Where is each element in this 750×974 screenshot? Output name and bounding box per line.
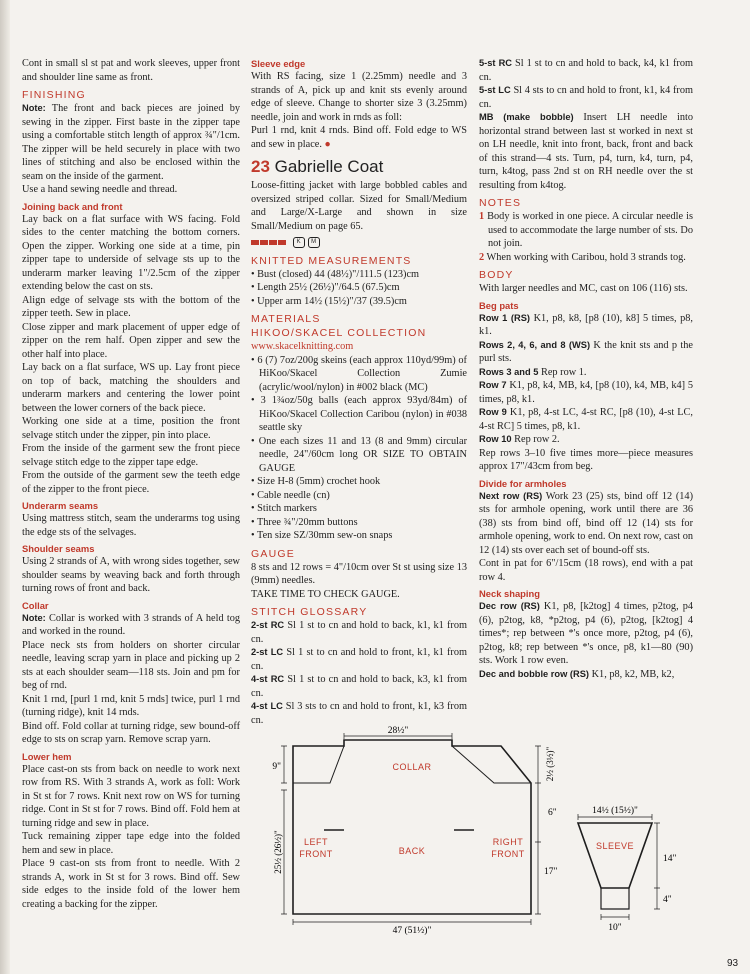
collar-height-label: 9" [272, 762, 281, 772]
hikoo-heading: HIKOO/SKACEL COLLECTION [251, 327, 427, 339]
joining-p5: Working one side at a time, position the front selvage stitch under the zipper, pin into place. [22, 416, 240, 441]
material-item: • One each sizes 11 and 13 (8 and 9mm) circular needle, 24"/60cm long OR SIZE TO OBTAIN GAUGE [251, 435, 467, 474]
sleeve-outline [578, 823, 652, 888]
joining-p6: From the inside of the garment sew the front piece selvage stitch edge to the zipper tape edge. [22, 443, 240, 468]
material-item: • Size H-8 (5mm) crochet hook [251, 476, 381, 487]
lowerhem-heading: Lower hem [22, 750, 72, 762]
glossary-item: 2-st RC Sl 1 st to cn and hold to back, k1, k1 from cn. [251, 620, 467, 645]
dimension-line [281, 746, 287, 783]
material-item: • Stitch markers [251, 503, 317, 514]
measurement-item: • Bust (closed) 44 (48½)"/111.5 (123)cm [251, 268, 420, 280]
shoulder-drop-label: 2½ (3½)" [545, 746, 555, 782]
pattern-name: Gabrielle Coat [274, 157, 384, 176]
collar-note: Note: Collar is worked with 3 strands of A held tog and worked in the round. [22, 612, 240, 637]
beg-pats-heading: Beg pats [479, 299, 519, 311]
right-front-label: RIGHT [492, 837, 524, 847]
shoulder-heading: Shoulder seams [22, 543, 95, 554]
lowerhem-p2: Tuck remaining zipper tape edge into the folded hem and sew in place. [22, 831, 240, 856]
row-instruction: Dec row (RS) K1, p8, [k2tog] 4 times, p2tog, p4 (6), p2tog, k8, *p2tog, p4 (6), p2tog, [k2tog] 4 times*; rep between *'s once more, p2tog, p4 (6), p2tog, k8; rep between *'s once, p8, k1—80 (90) sts. Work 1 row even. [479, 601, 694, 666]
needle-paragraph: Use a hand sewing needle and thread. [22, 184, 178, 195]
total-length-label: 25½ (26½)" [273, 830, 283, 874]
body-width-label: 47 (51½)" [392, 926, 432, 936]
back-label: BACK [398, 846, 426, 856]
sleeve-cuff [601, 888, 629, 909]
joining-p3: Close zipper and mark placement of upper edge of zipper on the rem half. Open zipper and sew the other half into place. [22, 321, 240, 360]
joining-p7: From the outside of the garment sew the teeth edge of the zipper to the front piece. [22, 470, 240, 495]
row-instruction: Next row (RS) Work 23 (25) sts, bind off 12 (14) sts for armhole opening, work until there are 36 (38) sts from bind off, bind off 12 (14) sts for armhole opening, work to end. On next row, cast on 12 (14) sts over each set of bound-off sts. [479, 490, 693, 556]
size-symbol-icon: M [308, 237, 320, 248]
measurement-item: • Upper arm 14½ (15½)"/37 (39.5)cm [251, 295, 407, 307]
material-item: • Cable needle (cn) [251, 489, 330, 501]
finishing-heading: FINISHING [22, 89, 86, 101]
lowerhem-p3: Place 9 cast-on sts from front to needle. With 2 strands A, work in St st for 3 rows. Bind off. Sew side edges to the inside fold of the lower hem creating a backing for the zipper. [22, 858, 240, 910]
gauge-heading: GAUGE [251, 547, 295, 560]
glossary-item: 4-st LC Sl 3 sts to cn and hold to front, k1, k3 from cn. [251, 701, 467, 726]
cuff-width-label: 10" [608, 923, 622, 933]
collar-p3: Bind off. Fold collar at turning ridge, sew bound-off edge to sts on scrap yarn. Remove scrap yarn. [22, 720, 240, 745]
row-instruction: Row 9 K1, p8, 4-st LC, 4-st RC, [p8 (10), 4-st LC, 4-st RC] 5 times, p8, k1. [479, 407, 693, 432]
row-instruction: Row 10 Rep row 2. [479, 434, 560, 445]
underarm-heading: Underarm seams [22, 500, 99, 511]
sleeve-label: SLEEVE [595, 841, 635, 851]
measurement-item: • Length 25½ (26½)"/64.5 (67.5)cm [251, 282, 400, 293]
glossary-item: MB (make bobble) Insert LH needle into horizontal strand between last st worked in next st on LH needle, knit into front, back, front and back of this strand—4 sts. Turn, p4, turn, k4, turn, p4, turn, k4tog, pass 2nd st on RH needle over the st resulting from k4tog. [479, 112, 693, 191]
joining-p2: Align edge of selvage sts with the bottom of the zipper teeth. Sew in place. [22, 294, 240, 319]
sleeve-p2: Purl 1 rnd, knit 4 rnds. Bind off. Fold edge to WS and sew in place. ● [251, 125, 467, 150]
dimension-line [293, 919, 531, 925]
sleeve-p1: With RS facing, size 1 (2.25mm) needle and 3 strands of A, pick up and knit sts evenly around edge of sleeve. Change to shorter size 3 (3.25mm) needle, join and work in rnds as foll: [251, 71, 467, 123]
left-front-label: LEFT [303, 837, 329, 847]
collar-note-label: Note: [22, 612, 46, 623]
row-instruction: Rows 2, 4, 6, and 8 (WS) K the knit sts and p the purl sts. [479, 339, 693, 364]
lowerhem-p1: Place cast-on sts from back on needle to work next row from RS. With 3 strands A, work as foll: Work in St st for 7 rows. Knit next row on WS for turning ridge. Cont in St st for 7 rows. Bind off. Fold hem at turning ridge and sew in place. [22, 763, 240, 829]
material-item: • Ten size SZ/30mm sew-on snaps [251, 530, 393, 541]
row-instruction: Row 1 (RS) K1, p8, k8, [p8 (10), k8] 5 times, p8, k1. [479, 312, 693, 337]
joining-heading: Joining back and front [22, 200, 123, 212]
notes-heading: NOTES [479, 197, 522, 209]
glossary-item: 5-st RC Sl 1 st to cn and hold to back, k4, k1 from cn. [479, 58, 693, 83]
body-heading: BODY [479, 269, 514, 281]
collar-p1: Place neck sts from holders on shorter circular needle, leaving scrap yarn in place and picking up 2 sts at each shoulder seam—118 sts. Join and pm for beg of rnd. [22, 639, 240, 691]
repeat-paragraph: Rep rows 3–10 five times more—piece measures approx 17"/43cm from beg. [479, 447, 693, 472]
row-instruction: Dec and bobble row (RS) K1, p8, k2, MB, k2, [479, 668, 675, 680]
continue-paragraph: Cont in pat for 6"/15cm (18 rows), end with a pat row 4. [479, 558, 693, 583]
note-item: 1 Body is worked in one piece. A circular needle is used to accommodate the large number of sts. Do not join. [479, 211, 693, 249]
finishing-note: Note: The front and back pieces are joined by sewing in the zipper. First baste in the zipper tape using a comfortable stitch length of approx ¾"/1cm. The zipper will be held securely in place with two lines of stitching and also be enclosed within the seam on the inside of the garment. [22, 103, 240, 182]
shoulder-paragraph: Using 2 strands of A, with wrong sides together, sew shoulder seams by weaving back and forth through turning rows of front and back. [22, 556, 240, 594]
end-dot-icon: ● [324, 138, 331, 150]
glossary-item: 4-st RC Sl 1 st to cn and hold to back, k3, k1 from cn. [251, 674, 467, 699]
underarm-paragraph: Using mattress stitch, seam the underarms tog using the edge sts of the selvages. [22, 513, 240, 538]
material-item: • Three ¾"/20mm buttons [251, 516, 358, 528]
collar-label: COLLAR [392, 762, 432, 772]
glossary-item: 5-st LC Sl 4 sts to cn and hold to front, k1, k4 from cn. [479, 85, 693, 110]
coat-description: Loose-fitting jacket with large bobbled cables and oversized striped collar. Sized for Small/Medium and Large/X-Large and shown in size Small/Medium on page 65. [251, 180, 467, 232]
dimension-line [535, 746, 541, 914]
right-front-label: FRONT [491, 849, 525, 859]
sleeve-edge-heading: Sleeve edge [251, 58, 306, 69]
collar-width-label: 28½" [387, 726, 409, 736]
left-front-label: FRONT [299, 849, 333, 859]
note-label: Note: [22, 103, 46, 113]
material-item: • 3 1¾oz/50g balls (each approx 93yd/84m) of HiKoo/Skacel Collection Caribou (nylon) in #038 seattle sky [251, 395, 467, 433]
note-item: 2 When working with Caribou, hold 3 strands tog. [479, 251, 686, 263]
joining-p1: Lay back on a flat surface with WS facing. Fold sides to the center matching the bottom corners. Open the zipper. Working one side at a time, pin zipper tape to underside of selvage sts up to the underarm marker leaving 1"/2.5cm of the zipper extending below the cast on sts. [22, 213, 240, 292]
pattern-number: 23 [251, 157, 270, 176]
material-item: • 6 (7) 7oz/200g skeins (each approx 110yd/99m) of HiKoo/Skacel Collection Zumie (acrylic/wool/nylon) in #002 black (MC) [251, 354, 467, 393]
materials-heading: MATERIALS [251, 313, 321, 325]
collar-heading: Collar [22, 599, 49, 611]
website-link[interactable]: www.skacelknitting.com [251, 341, 354, 352]
size-symbol-icon: K [293, 237, 305, 248]
body-paragraph: With larger needles and MC, cast on 106 (116) sts. [479, 283, 688, 294]
knitted-measurements-heading: KNITTED MEASUREMENTS [251, 254, 412, 267]
cuff-length-label: 4" [663, 895, 672, 905]
collar-p2: Knit 1 rnd, [purl 1 rnd, knit 5 rnds] twice, purl 1 rnd (turning ridge), knit 14 rnds. [22, 693, 240, 718]
row-instruction: Rows 3 and 5 Rep row 1. [479, 366, 587, 378]
neck-shaping-heading: Neck shaping [479, 588, 540, 599]
dimension-line [601, 914, 629, 920]
stitch-glossary-heading: STITCH GLOSSARY [251, 606, 368, 618]
armhole-depth-label: 6" [548, 808, 557, 818]
row-instruction: Row 7 K1, p8, k4, MB, k4, [p8 (10), k4, MB, k4] 5 times, p8, k1. [479, 380, 693, 405]
sleeve-top-label: 14½ (15½)" [592, 806, 638, 816]
body-length-label: 17" [544, 867, 558, 877]
sleeve-length-label: 14" [663, 854, 677, 864]
glossary-item: 2-st LC Sl 1 st to cn and hold to front, k1, k1 from cn. [251, 647, 467, 672]
intro-paragraph: Cont in small sl st pat and work sleeves, upper front and shoulder line same as front. [22, 58, 240, 83]
armholes-heading: Divide for armholes [479, 477, 567, 489]
joining-p4: Lay back on a flat surface, WS up. Lay front piece on top of back, matching the shoulders and underarm markers and centering the lower point between the lower corners of the back piece. [22, 362, 240, 414]
dimension-line [654, 823, 660, 909]
gauge-p2: TAKE TIME TO CHECK GAUGE. [251, 588, 400, 600]
gauge-p1: 8 sts and 12 rows = 4"/10cm over St st using size 13 (9mm) needles. [251, 561, 467, 586]
page-number: 93 [727, 958, 739, 969]
